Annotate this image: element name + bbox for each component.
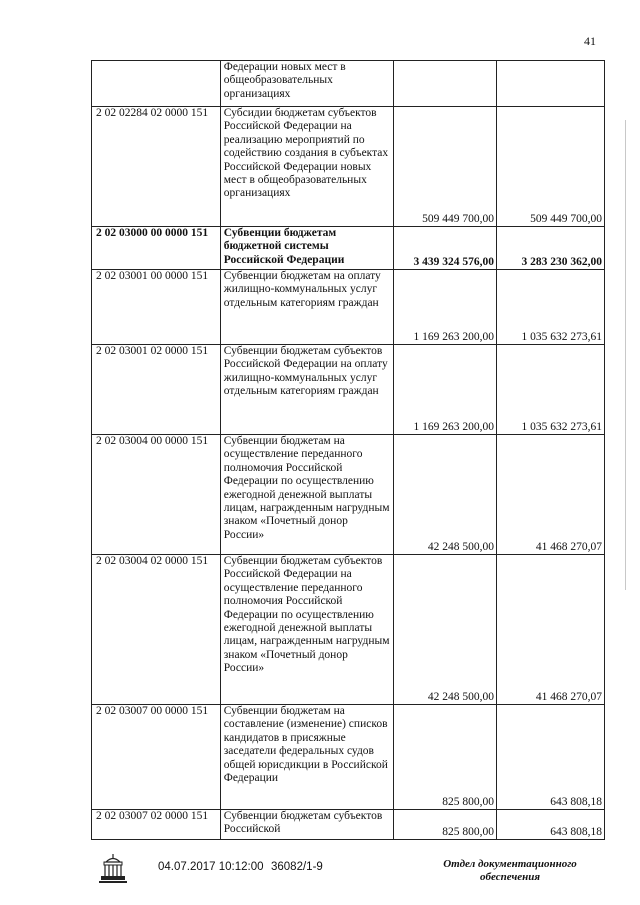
- row-name: Федерации новых мест в общеобразовательных организациях: [220, 61, 393, 107]
- row-name: Субсидии бюджетам субъектов Российской Федерации на реализацию мероприятий по содействию создания в субъектах Российской Федерации новых мест в общеобразовательных организациях: [220, 107, 393, 227]
- row-name: Субвенции бюджетам на составление (изменение) списков кандидатов в присяжные заседатели федеральных судов общей юрисдикции в Российской Федерации: [220, 705, 393, 810]
- row-code: 2 02 03004 00 0000 151: [92, 435, 221, 555]
- row-amount-1: 825 800,00: [394, 810, 497, 840]
- row-amount-1: 509 449 700,00: [394, 107, 497, 227]
- row-name: Субвенции бюджетам на оплату жилищно-коммунальных услуг отдельным категориям граждан: [220, 270, 393, 345]
- row-name: Субвенции бюджетам субъектов Российской Федерации на оплату жилищно-коммунальных услуг отдельным категориям граждан: [220, 345, 393, 435]
- table-row: [92, 435, 605, 555]
- table-row: [92, 107, 605, 227]
- table-row: [92, 61, 605, 107]
- row-code: 2 02 03001 00 0000 151: [92, 270, 221, 345]
- table-row: [92, 227, 605, 270]
- row-amount-2: 509 449 700,00: [496, 107, 604, 227]
- table-row: [92, 555, 605, 705]
- row-name: Субвенции бюджетам субъектов Российской: [220, 810, 393, 840]
- duma-building-icon: [96, 852, 130, 886]
- table-row: [92, 270, 605, 345]
- row-amount-1: 42 248 500,00: [394, 555, 497, 705]
- row-name: Субвенции бюджетам бюджетной системы Российской Федерации: [220, 227, 393, 270]
- row-amount-1: 1 169 263 200,00: [394, 345, 497, 435]
- row-amount-2: [496, 61, 604, 107]
- row-amount-2: 1 035 632 273,61: [496, 345, 604, 435]
- page-number: 41: [584, 34, 596, 48]
- row-code: 2 02 03004 02 0000 151: [92, 555, 221, 705]
- row-amount-2: 3 283 230 362,00: [496, 227, 604, 270]
- footer-doc-number: 36082/1-9: [271, 861, 323, 873]
- row-amount-1: 42 248 500,00: [394, 435, 497, 555]
- row-name: Субвенции бюджетам на осуществление переданного полномочия Российской Федерации по осуществлению ежегодной денежной выплаты лицам, награжденным нагрудным знаком «Почетный донор России»: [220, 435, 393, 555]
- row-amount-1: 1 169 263 200,00: [394, 270, 497, 345]
- budget-table: [91, 60, 605, 840]
- row-amount-2: 643 808,18: [496, 810, 604, 840]
- table-row: [92, 810, 605, 840]
- table-row: [92, 345, 605, 435]
- row-amount-2: 41 468 270,07: [496, 555, 604, 705]
- row-name: Субвенции бюджетам субъектов Российской Федерации на осуществление переданного полномочия Российской Федерации по осуществлению ежегодной денежной выплаты лицам, награжденным нагрудным знаком «Почетный донор России»: [220, 555, 393, 705]
- row-amount-1: [394, 61, 497, 107]
- row-amount-1: 825 800,00: [394, 705, 497, 810]
- row-code: 2 02 03000 00 0000 151: [92, 227, 221, 270]
- footer: [0, 852, 640, 902]
- row-amount-2: 1 035 632 273,61: [496, 270, 604, 345]
- table-row: [92, 705, 605, 810]
- row-amount-1: 3 439 324 576,00: [394, 227, 497, 270]
- row-code: 2 02 02284 02 0000 151: [92, 107, 221, 227]
- scan-edge-line: [625, 120, 626, 590]
- row-code: 2 02 03001 02 0000 151: [92, 345, 221, 435]
- footer-date: 04.07.2017 10:12:00: [158, 861, 264, 873]
- row-amount-2: 643 808,18: [496, 705, 604, 810]
- row-code: 2 02 03007 02 0000 151: [92, 810, 221, 840]
- row-amount-2: 41 468 270,07: [496, 435, 604, 555]
- footer-department: Отдел документационного обеспечения: [443, 858, 577, 883]
- row-code: 2 02 03007 00 0000 151: [92, 705, 221, 810]
- row-code: [92, 61, 221, 107]
